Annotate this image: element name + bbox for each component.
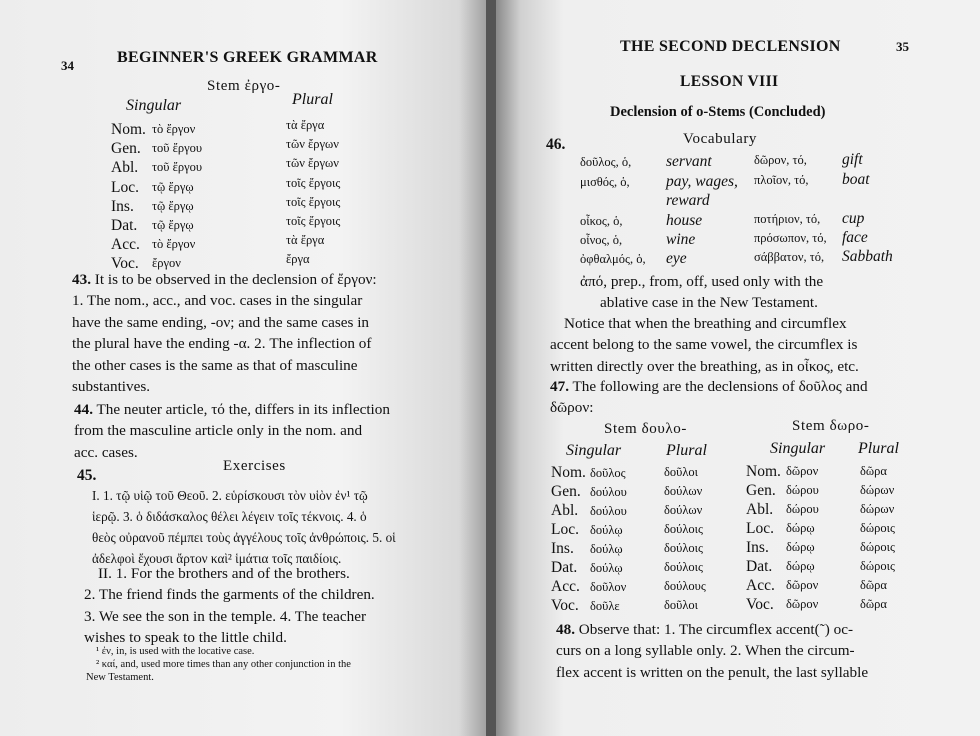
plural-form: δούλοις xyxy=(664,541,703,555)
case-label: Acc. xyxy=(551,578,580,595)
vocab-greek: οἶνος, ὁ, xyxy=(580,233,623,247)
case-label: Nom. xyxy=(551,464,586,481)
vocab-english: gift xyxy=(842,151,863,168)
vocab-line: ablative case in the New Testament. xyxy=(600,294,818,312)
singular-form: δούλου xyxy=(590,504,627,518)
exercise-line: ἀδελφοὶ ἔχουσι ἄρτον καὶ² ἱμάτια τοῖς παιδίοις. xyxy=(92,551,342,566)
paragraph-line: the other cases is the same as that of masculine xyxy=(72,356,358,374)
paragraph-line: the plural have the ending -α. 2. The inflection of xyxy=(72,335,372,353)
paragraph-line: flex accent is written on the penult, the last syllable xyxy=(556,663,869,681)
case-label: Nom. xyxy=(111,121,146,138)
singular-form: τὸ ἔργον xyxy=(152,237,196,252)
paragraph-line: from the masculine article only in the nom. and xyxy=(74,422,363,440)
singular-form: δώρῳ xyxy=(786,559,815,573)
singular-form: δούλῳ xyxy=(590,523,623,537)
singular-form: δοῦλε xyxy=(590,599,620,613)
vocab-greek: δῶρον, τό, xyxy=(754,153,807,167)
plural-form: τῶν ἔργων xyxy=(286,156,339,171)
vocab-greek: δοῦλος, ὁ, xyxy=(580,155,632,169)
vocab-greek: μισθός, ὁ, xyxy=(580,175,630,189)
singular-form: δώρου xyxy=(786,483,819,497)
section-number: 48. xyxy=(556,621,575,638)
running-head: BEGINNER'S GREEK GRAMMAR xyxy=(117,49,378,66)
singular-form: δοῦλον xyxy=(590,580,627,594)
exercise-line: II. 1. For the brothers and of the brothers. xyxy=(98,565,350,582)
singular-form: δῶρον xyxy=(786,464,819,478)
paragraph-line: curs on a long syllable only. 2. When the circum- xyxy=(556,642,855,660)
singular-form: δούλου xyxy=(590,485,627,499)
paragraph-line: accent belong to the same vowel, the circumflex is xyxy=(550,336,858,354)
singular-form: ἔργον xyxy=(152,256,181,271)
section-48 xyxy=(556,619,868,683)
case-label: Ins. xyxy=(746,539,769,556)
footnote: New Testament. xyxy=(86,672,154,683)
plural-form: δούλοις xyxy=(664,522,703,536)
left-page xyxy=(0,0,488,736)
plural-form: δώροις xyxy=(860,559,895,573)
singular-form: δούλῳ xyxy=(590,561,623,575)
plural-form: δούλους xyxy=(664,579,706,593)
singular-form: τῷ ἔργῳ xyxy=(152,179,194,194)
exercise-line: 2. The friend finds the garments of the children. xyxy=(84,586,375,604)
paragraph-line: Notice that when the breathing and circumflex xyxy=(564,315,847,332)
column-header-plural: Plural xyxy=(858,440,899,457)
plural-form: τῶν ἔργων xyxy=(286,137,339,152)
case-label: Voc. xyxy=(551,597,579,614)
section-44 xyxy=(74,399,390,463)
case-label: Dat. xyxy=(551,559,578,576)
paragraph-line: substantives. xyxy=(72,378,151,396)
lesson-subtitle: Declension of o-Stems (Concluded) xyxy=(610,104,826,120)
case-label: Dat. xyxy=(111,217,138,234)
singular-form: τῷ ἔργῳ xyxy=(152,218,194,232)
plural-form: δούλοις xyxy=(664,560,703,574)
plural-form: δῶρα xyxy=(860,578,887,592)
case-label: Voc. xyxy=(746,596,774,613)
case-label: Acc. xyxy=(746,577,775,594)
singular-form: δοῦλος xyxy=(590,466,626,480)
section-number: 44. xyxy=(74,401,93,418)
vocab-greek: ὀφθαλμός, ὁ, xyxy=(580,252,646,266)
running-head: THE SECOND DECLENSION xyxy=(620,38,841,55)
footnote: ² καί, and, used more times than any other conjunction in the xyxy=(96,659,351,670)
stem-label-doro: Stem δωρο- xyxy=(792,418,870,434)
singular-form: δῶρον xyxy=(786,578,819,592)
singular-form: τοῦ ἔργου xyxy=(152,141,203,156)
plural-form: τοῖς ἔργοις xyxy=(286,175,341,190)
case-label: Gen. xyxy=(746,482,776,499)
case-label: Acc. xyxy=(111,236,140,254)
column-header-singular: Singular xyxy=(126,97,182,114)
case-label: Ins. xyxy=(551,540,574,557)
vocab-english: eye xyxy=(666,250,687,267)
exercise-line: I. 1. τῷ υἱῷ τοῦ Θεοῦ. 2. εὑρίσκουσι τὸν υἱὸν ἐν¹ τῷ xyxy=(92,488,368,503)
singular-form: δώρου xyxy=(786,502,819,516)
footnote: ¹ ἐν, in, is used with the locative case. xyxy=(96,646,255,657)
stem-label-doulo: Stem δουλο- xyxy=(604,421,687,437)
singular-form: δώρῳ xyxy=(786,521,815,535)
plural-form: δώροις xyxy=(860,521,895,535)
vocab-english: boat xyxy=(842,171,870,188)
plural-form: τοῖς ἔργοις xyxy=(286,214,341,228)
case-label: Nom. xyxy=(746,463,781,480)
section-47 xyxy=(550,376,868,419)
column-header-singular: Singular xyxy=(566,442,622,459)
case-label: Dat. xyxy=(746,558,773,575)
paragraph-line: It is to be observed in the declension of ἔργον: xyxy=(94,271,377,288)
section-number-45: 45. xyxy=(77,467,97,484)
singular-form: τὸ ἔργον xyxy=(152,122,196,136)
singular-form: τῷ ἔργῳ xyxy=(152,198,194,213)
paragraph-line: The neuter article, τό the, differs in its inflection xyxy=(96,401,390,418)
exercise-I-greek xyxy=(92,485,396,569)
vocab-greek: οἶκος, ὁ, xyxy=(580,214,623,228)
plural-form: δῶρα xyxy=(860,597,887,611)
case-label: Voc. xyxy=(111,255,139,273)
page-number: 35 xyxy=(896,39,909,54)
case-label: Gen. xyxy=(111,140,141,158)
paragraph-line: 1. The nom., acc., and voc. cases in the singular xyxy=(72,292,363,310)
case-label: Abl. xyxy=(111,159,139,177)
vocab-english: wine xyxy=(666,231,696,248)
section-number: 43. xyxy=(72,271,91,288)
singular-form: τοῦ ἔργου xyxy=(152,160,203,175)
paragraph-line: written directly over the breathing, as in οἶκος, etc. xyxy=(550,357,859,375)
plural-form: τὰ ἔργα xyxy=(286,233,325,248)
column-header-singular: Singular xyxy=(770,440,826,457)
vocab-greek: πρόσωπον, τό, xyxy=(754,231,827,245)
singular-form: δώρῳ xyxy=(786,540,815,554)
exercise-line: ἱερῷ. 3. ὁ διδάσκαλος θέλει λέγειν τοῖς τέκνοις. 4. ὁ xyxy=(92,509,367,524)
plural-form: δοῦλοι xyxy=(664,465,699,479)
case-label: Abl. xyxy=(746,501,774,518)
exercise-line: 3. We see the son in the temple. 4. The teacher xyxy=(84,607,367,625)
exercise-line: wishes to speak to the little child. xyxy=(84,629,287,647)
vocab-english: pay, wages, xyxy=(666,173,738,190)
plural-form: ἔργα xyxy=(286,252,310,267)
vocab-english: face xyxy=(842,229,868,246)
plural-form: τὰ ἔργα xyxy=(286,118,325,132)
plural-form: δώρων xyxy=(860,502,895,516)
lesson-title: LESSON VIII xyxy=(680,73,779,90)
vocab-english: Sabbath xyxy=(842,248,893,265)
page-number: 34 xyxy=(61,58,74,73)
paragraph-line: δῶρον: xyxy=(550,399,594,417)
exercise-II-english xyxy=(84,563,375,649)
plural-form: δούλων xyxy=(664,484,703,498)
singular-form: δῶρον xyxy=(786,597,819,611)
case-label: Abl. xyxy=(551,502,579,519)
plural-form: δούλων xyxy=(664,503,703,517)
plural-form: δώροις xyxy=(860,540,895,554)
column-header-plural: Plural xyxy=(666,442,707,459)
vocab-english: reward xyxy=(666,192,710,209)
stem-label: Stem ἐργο- xyxy=(207,78,281,94)
paragraph-line: acc. cases. xyxy=(74,443,138,461)
section-number-46: 46. xyxy=(546,136,566,153)
footnotes xyxy=(86,645,351,684)
paragraph-line: Observe that: 1. The circumflex accent(῀) oc- xyxy=(578,621,854,638)
case-label: Loc. xyxy=(111,178,139,196)
plural-form: δῶρα xyxy=(860,464,887,478)
notice-paragraph xyxy=(550,313,859,377)
vocab-line: ἀπό, prep., from, off, used only with the xyxy=(580,273,824,290)
case-label: Loc. xyxy=(746,520,774,537)
exercises-heading: Exercises xyxy=(223,458,286,474)
case-label: Loc. xyxy=(551,521,579,538)
vocab-greek: πλοῖον, τό, xyxy=(754,173,809,187)
section-43 xyxy=(72,269,377,397)
apo-entry xyxy=(580,271,823,314)
vocab-greek: σάββατον, τό, xyxy=(754,250,825,264)
column-header-plural: Plural xyxy=(292,91,333,108)
paragraph-line: have the same ending, -ον; and the same cases in xyxy=(72,313,370,331)
vocab-english: cup xyxy=(842,210,865,227)
section-number: 47. xyxy=(550,378,569,395)
plural-form: δώρων xyxy=(860,483,895,497)
plural-form: δοῦλοι xyxy=(664,598,699,612)
case-label: Ins. xyxy=(111,197,134,215)
right-page xyxy=(496,0,980,736)
plural-form: τοῖς ἔργοις xyxy=(286,194,341,209)
singular-form: δούλῳ xyxy=(590,542,623,556)
exercise-line: θεὸς οὐρανοῦ πέμπει τοὺς ἀγγέλους τοῖς ἀνθρώποις. 5. οἱ xyxy=(92,530,396,545)
vocabulary-heading: Vocabulary xyxy=(683,131,758,147)
vocab-english: servant xyxy=(666,153,712,170)
paragraph-line: The following are the declensions of δοῦλος and xyxy=(572,378,868,395)
vocab-english: house xyxy=(666,212,703,229)
vocab-greek: ποτήριον, τό, xyxy=(754,212,821,226)
case-label: Gen. xyxy=(551,483,581,500)
